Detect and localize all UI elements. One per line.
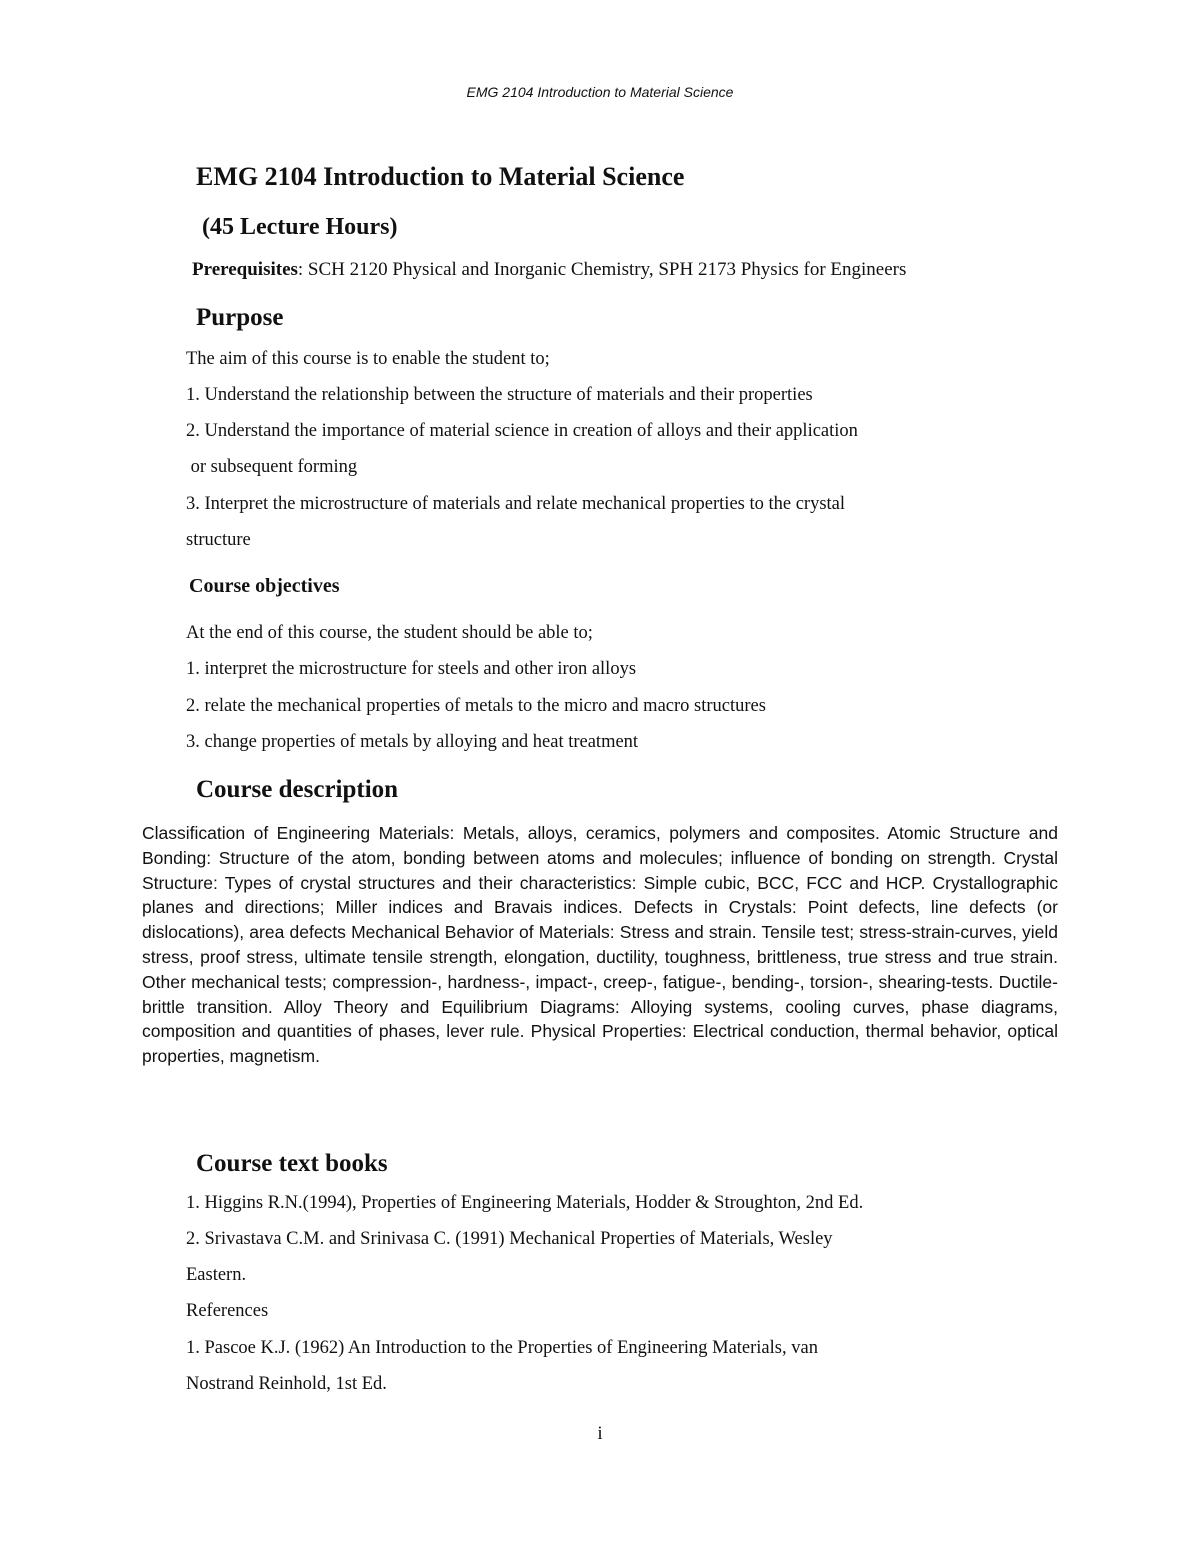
references-label: References	[186, 1301, 269, 1321]
objectives-line: 3. change properties of metals by alloying and heat treatment	[186, 732, 639, 752]
purpose-line: structure	[186, 530, 251, 550]
prerequisites-label: Prerequisites	[192, 259, 298, 280]
purpose-line: 3. Interpret the microstructure of materials and relate mechanical properties to the crystal	[186, 494, 846, 514]
purpose-line: 1. Understand the relationship between the structure of materials and their properties	[186, 385, 813, 405]
course-title: EMG 2104 Introduction to Material Science	[196, 162, 685, 191]
textbook-line: 2. Srivastava C.M. and Srinivasa C. (1991) Mechanical Properties of Materials, Wesley	[186, 1229, 833, 1249]
textbook-line: Eastern.	[186, 1265, 247, 1285]
description-paragraph: Classification of Engineering Materials: Metals, alloys, ceramics, polymers and composites. Atomic Structure and Bonding: Structure of the atom, bonding between atoms and molecules; influence of bonding on strength. Crystal Structure: Types of crystal structures and their characteristics: Simple cubic, BCC, FCC and HCP. Crystallographic planes and directions; Miller indices and Bravais indices. Defects in Crystals: Point defects, line defects (or dislocations), area defects Mechanical Behavior of Materials: Stress and strain. Tensile test; stress-strain-curves, yield stress, proof stress, ultimate tensile strength, elongation, ductility, toughness, brittleness, true stress and true strain. Other mechanical tests; compression-, hardness-, impact-, creep-, fatigue-, bending-, torsion-, shearing-tests. Ductile-brittle transition. Alloy Theory and Equilibrium Diagrams: Alloying systems, cooling curves, phase diagrams, composition and quantities of phases, lever rule. Physical Properties: Electrical conduction, thermal behavior, optical properties, magnetism.	[142, 823, 1058, 1067]
textbook-line: 1. Higgins R.N.(1994), Properties of Engineering Materials, Hodder & Stroughton, 2nd Ed.	[186, 1193, 864, 1213]
prerequisites-line	[192, 259, 906, 281]
reference-line: Nostrand Reinhold, 1st Ed.	[186, 1374, 387, 1394]
prerequisites-text: : SCH 2120 Physical and Inorganic Chemistry, SPH 2173 Physics for Engineers	[297, 259, 907, 280]
page-number: i	[597, 1423, 603, 1444]
objectives-line: 1. interpret the microstructure for steels and other iron alloys	[186, 659, 637, 679]
objectives-line: At the end of this course, the student should be able to;	[186, 623, 593, 643]
purpose-line: The aim of this course is to enable the student to;	[186, 349, 550, 369]
objectives-heading: Course objectives	[189, 575, 340, 597]
reference-line: 1. Pascoe K.J. (1962) An Introduction to the Properties of Engineering Materials, van	[186, 1338, 818, 1358]
textbooks-heading: Course text books	[196, 1150, 388, 1177]
lecture-hours: (45 Lecture Hours)	[202, 214, 398, 240]
purpose-line: 2. Understand the importance of material science in creation of alloys and their application	[186, 421, 858, 441]
description-heading: Course description	[196, 776, 399, 803]
objectives-line: 2. relate the mechanical properties of metals to the micro and macro structures	[186, 696, 766, 716]
purpose-heading: Purpose	[196, 304, 284, 331]
running-header: EMG 2104 Introduction to Material Science	[466, 84, 734, 100]
purpose-line: or subsequent forming	[186, 457, 358, 477]
